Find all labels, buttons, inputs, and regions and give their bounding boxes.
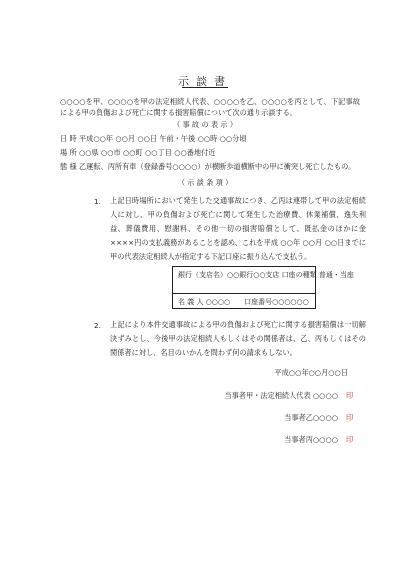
item2-number: 2. <box>94 321 101 330</box>
item1-number: 1. <box>94 197 101 206</box>
intro-paragraph: ○○○○を甲、○○○○を甲の法定相続人代表、○○○○を乙、○○○○を丙として、下記事故による甲の負傷および死亡に関する損害賠償について次の通り示談する。 <box>60 97 360 117</box>
accident-description: 態 様 乙運転、丙所有車（登録番号○○○○）が横断歩道横断中の甲に衝突し死亡したもの。 <box>60 162 356 171</box>
bank-account-box <box>172 266 354 309</box>
title-underline <box>182 87 228 88</box>
signatory-a: 当事者甲・法定相続人代表 ○○○○ <box>224 391 338 400</box>
signatory-c: 当事者丙○○○○ <box>284 435 338 444</box>
accident-location: 場 所 ○○県 ○○市 ○○町 ○○丁目 ○○番地付近 <box>60 148 216 157</box>
accident-datetime: 日 時 平成○○年 ○○月 ○○日 午前・午後 ○○時 ○○分頃 <box>60 134 247 143</box>
seal-mark-b: 印 <box>346 413 354 422</box>
bank-row-1: 銀行（支店名）○○銀行○○支店 口座の種類 普通・当座 <box>178 271 354 279</box>
item1-text: 上記日時場所において発生した交通事故につき、乙丙は連帯して甲の法定相続人に対し、甲の負傷および死亡に関して発生した治療費、休業補償、逸失利益、葬儀費用、慰謝料、その他一切の損害賠償として、既払金のほかに金××××円の支払義務があることを認め、これを平成 ○○年 ○○月 ○○日までに甲の代表法定相続人が指定する下記口座に振り込んで支払う。 <box>110 196 366 261</box>
seal-mark-a: 印 <box>346 391 354 400</box>
document-title: 示談書 <box>178 75 232 88</box>
item2-text: 上記により本件交通事故による甲の負傷および死亡に関する損害賠償は一切解決ずみとし、今後甲の法定相続人もしくはその関係者は、乙、丙もしくはその関係者に対し、名目のいかんを問わず何の請求もしない。 <box>110 320 366 357</box>
accident-heading: （ 事 故 の 表 示 ） <box>172 120 238 129</box>
document-date: 平成○○年○○月○○日 <box>274 368 348 377</box>
bank-box-divider <box>173 293 315 294</box>
bank-row-2: 名 義 人 ○○○○ 口座番号○○○○○○ <box>178 298 309 306</box>
signatory-b: 当事者乙○○○○ <box>284 413 338 422</box>
seal-mark-c: 印 <box>346 435 354 444</box>
terms-heading: （ 示 談 条 項 ） <box>177 178 233 187</box>
